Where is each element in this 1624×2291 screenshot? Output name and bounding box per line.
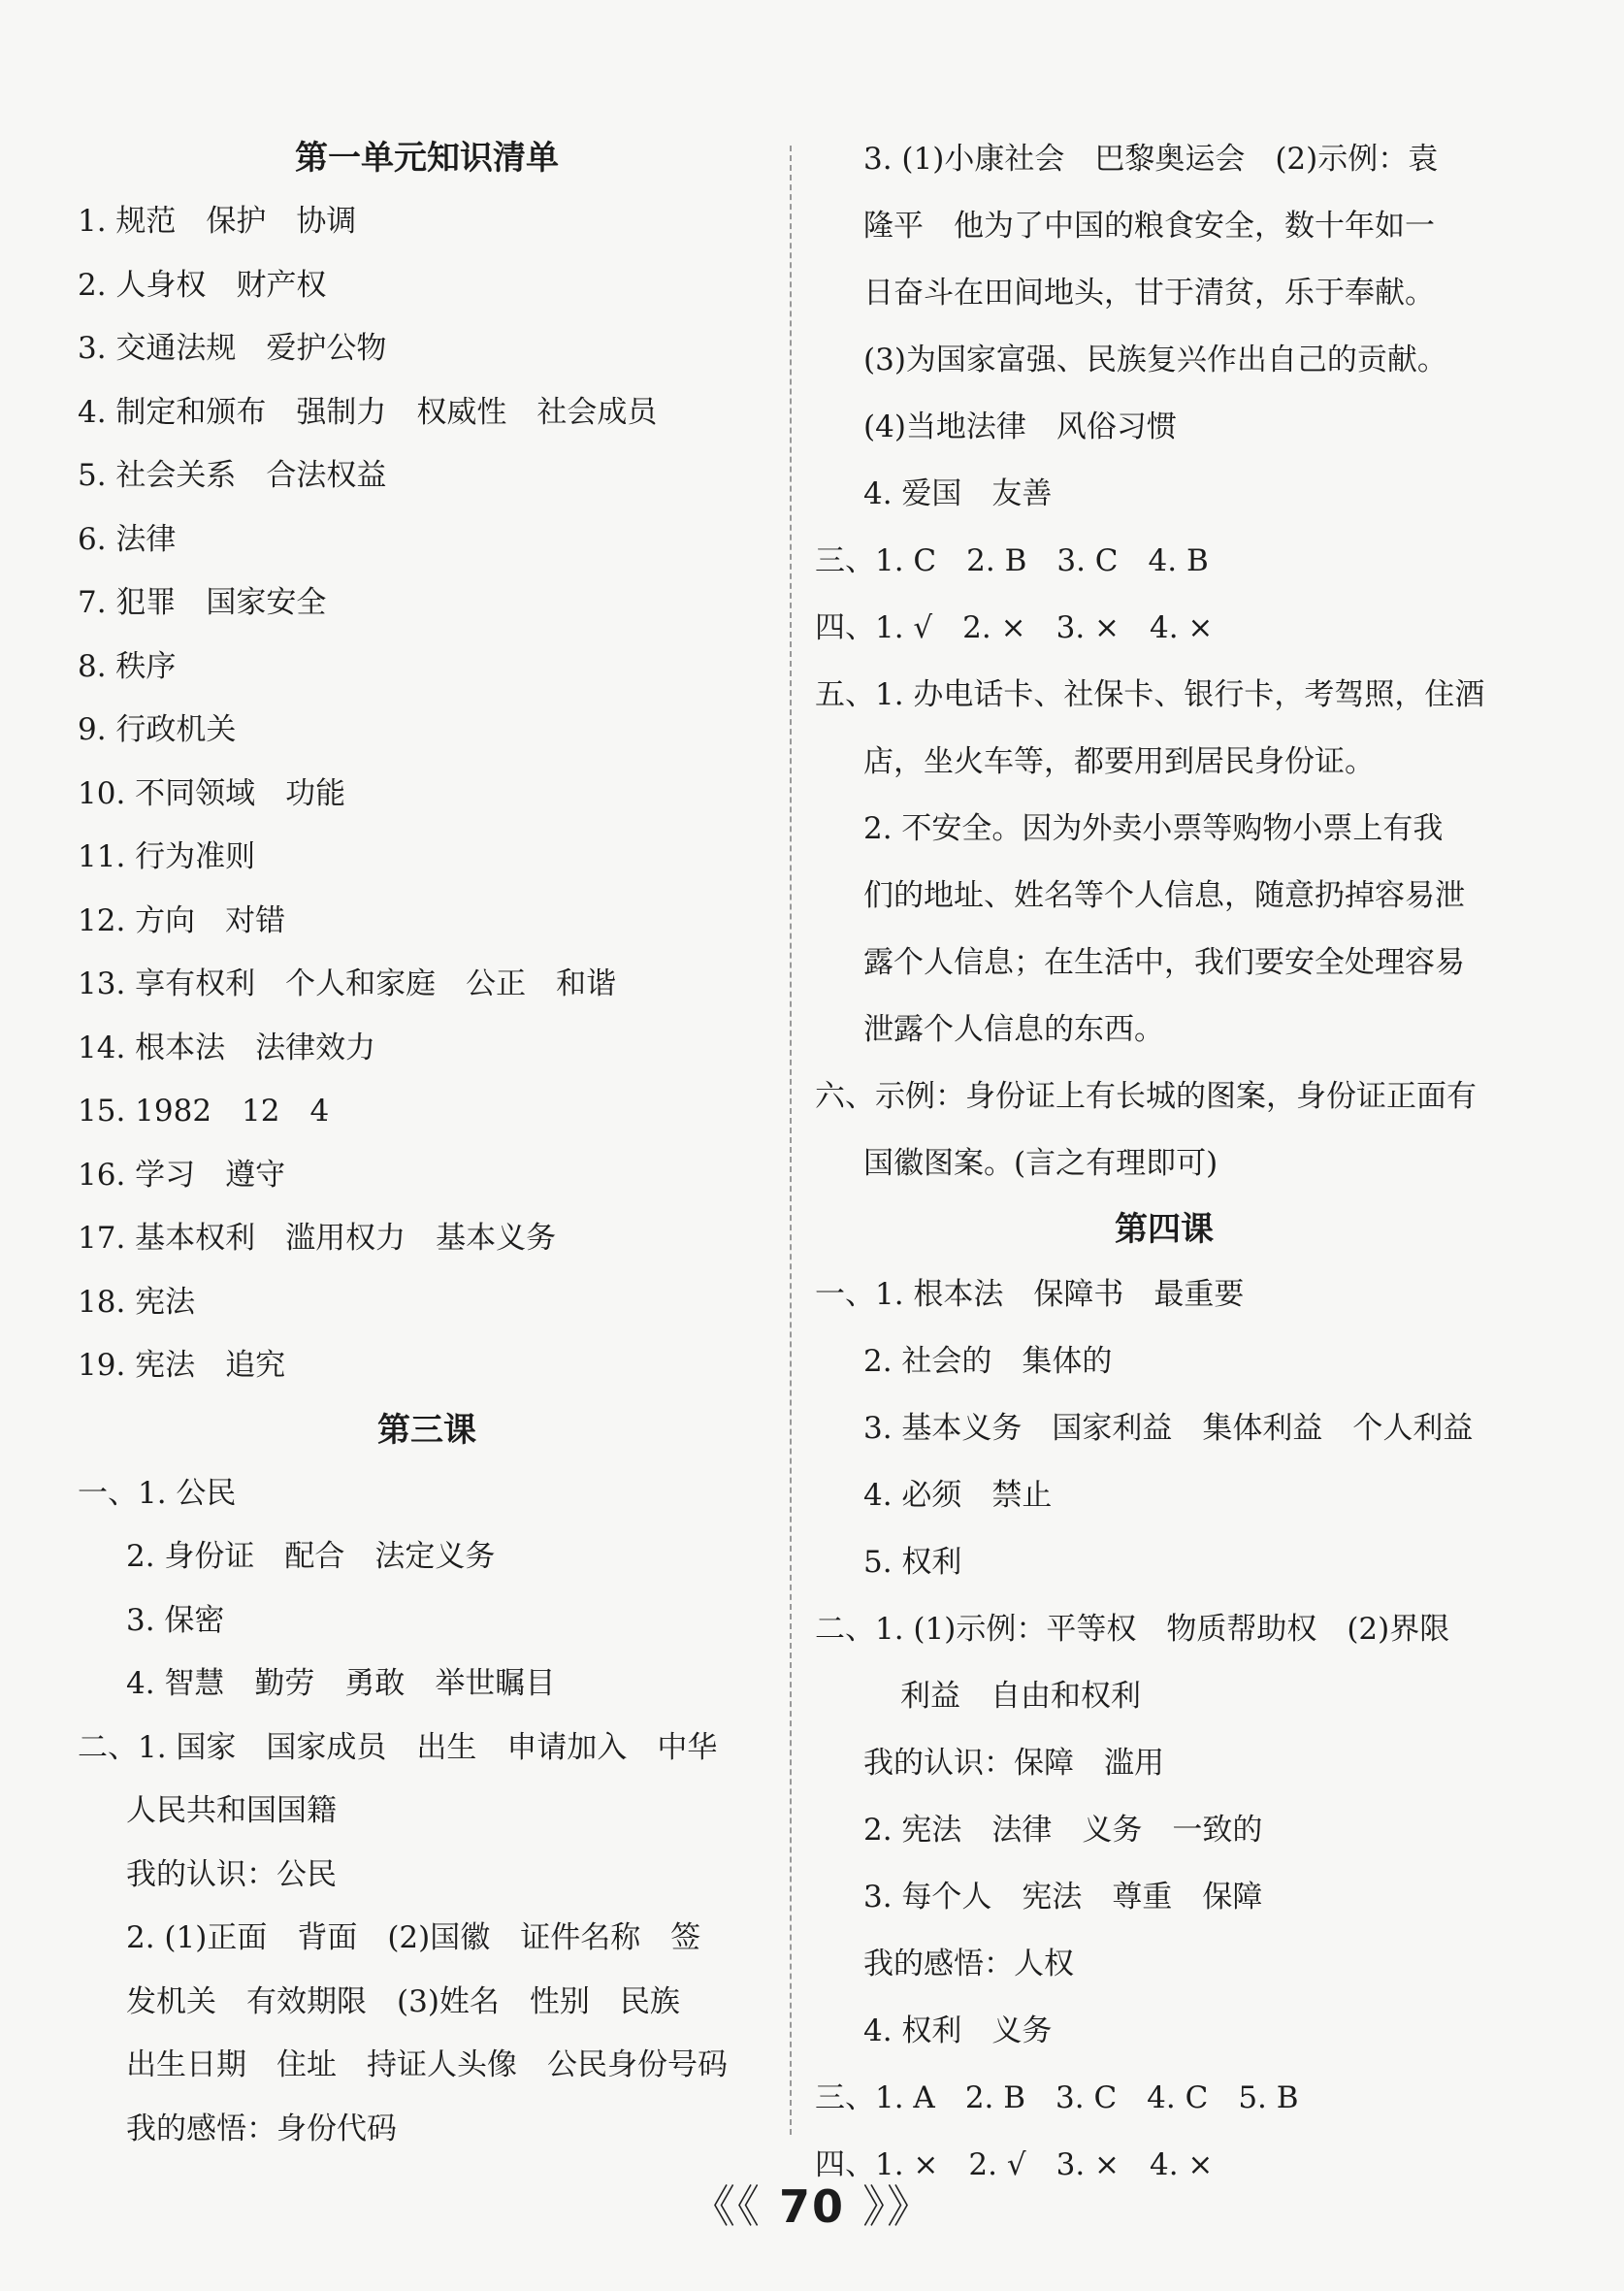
answer-line: 14. 根本法 法律效力 (78, 1030, 376, 1065)
section-heading: 第一单元知识清单 (295, 139, 559, 178)
answer-line: 18. 宪法 (78, 1284, 196, 1320)
answer-line: 2. (1)正面 背面 (2)国徽 证件名称 签 (126, 1920, 701, 1955)
answer-line: 4. 权利 义务 (863, 2013, 1053, 2048)
answer-line: 6. 法律 (78, 521, 177, 557)
answer-line: 露个人信息；在生活中，我们要安全处理容易 (863, 945, 1465, 980)
answer-line: 们的地址、姓名等个人信息，随意扔掉容易泄 (863, 878, 1465, 913)
answer-line: 发机关 有效期限 (3)姓名 性别 民族 (126, 1983, 680, 2019)
answer-line: 店，坐火车等，都要用到居民身份证。 (863, 744, 1375, 779)
answer-line: 5. 权利 (863, 1545, 962, 1580)
answer-line: 2. 不安全。因为外卖小票等购物小票上有我 (863, 811, 1444, 846)
answer-line: 3. 每个人 宪法 尊重 保障 (863, 1880, 1263, 1915)
answer-line: 5. 社会关系 合法权益 (78, 458, 387, 493)
answer-line: 我的感悟：人权 (863, 1947, 1074, 1981)
answer-line: 16. 学习 遵守 (78, 1157, 286, 1193)
page-footer (0, 2172, 1624, 2236)
answer-line: 1. 规范 保护 协调 (78, 204, 357, 239)
section-heading: 第三课 (377, 1410, 476, 1450)
answer-line: 四、1. √ 2. × 3. × 4. × (815, 610, 1214, 645)
left-column (78, 126, 776, 2161)
answer-line: 3. 交通法规 爱护公物 (78, 331, 387, 366)
answer-line: 13. 享有权利 个人和家庭 公正 和谐 (78, 966, 617, 1001)
answer-line: (4)当地法律 风俗习惯 (863, 409, 1177, 444)
answer-line: 19. 宪法 追究 (78, 1348, 286, 1383)
section-heading: 第四课 (1115, 1210, 1214, 1249)
answer-line: 二、1. (1)示例：平等权 物质帮助权 (2)界限 (815, 1612, 1450, 1647)
answer-line: 三、1. C 2. B 3. C 4. B (815, 543, 1209, 578)
answer-line: 17. 基本权利 滥用权力 基本义务 (78, 1221, 557, 1256)
answer-line: 3. 保密 (126, 1602, 225, 1638)
column-divider (790, 146, 792, 2135)
answer-line: 我的认识：公民 (126, 1856, 337, 1892)
answer-line: 我的感悟：身份代码 (126, 2111, 397, 2146)
answer-line: 国徽图案。(言之有理即可) (863, 1146, 1218, 1181)
answer-line: 2. 宪法 法律 义务 一致的 (863, 1813, 1263, 1848)
right-column (815, 126, 1513, 2199)
answer-line: 4. 智慧 勤劳 勇敢 举世瞩目 (126, 1666, 556, 1701)
answer-line: 2. 人身权 财产权 (78, 267, 327, 303)
footer-right-marks: 》》 (862, 2180, 934, 2233)
answer-line: 8. 秩序 (78, 648, 177, 684)
answer-line: 出生日期 住址 持证人头像 公民身份号码 (126, 2047, 728, 2082)
answer-line: 六、示例：身份证上有长城的图案，身份证正面有 (815, 1079, 1477, 1114)
answer-line: 3. (1)小康社会 巴黎奥运会 (2)示例：袁 (863, 142, 1439, 177)
answer-line: 4. 爱国 友善 (863, 476, 1053, 511)
answer-line: 3. 基本义务 国家利益 集体利益 个人利益 (863, 1411, 1474, 1446)
answer-line: 9. 行政机关 (78, 712, 237, 747)
answer-line: 四、1. × 2. √ 3. × 4. × (815, 2147, 1214, 2182)
answer-line: 11. 行为准则 (78, 839, 256, 874)
answer-line: 泄露个人信息的东西。 (863, 1012, 1164, 1047)
answer-line: 我的认识：保障 滥用 (863, 1746, 1164, 1781)
answer-line: 利益 自由和权利 (900, 1679, 1141, 1714)
answer-line: 一、1. 根本法 保障书 最重要 (815, 1277, 1245, 1312)
answer-line: 日奋斗在田间地头，甘于清贫，乐于奉献。 (863, 276, 1435, 311)
answer-line: (3)为国家富强、民族复兴作出自己的贡献。 (863, 343, 1447, 377)
footer-left-marks: 《《 (690, 2180, 762, 2233)
answer-line: 三、1. A 2. B 3. C 4. C 5. B (815, 2080, 1299, 2115)
answer-line: 五、1. 办电话卡、社保卡、银行卡，考驾照，住酒 (815, 677, 1485, 712)
answer-line: 人民共和国国籍 (126, 1793, 337, 1828)
answer-line: 二、1. 国家 国家成员 出生 申请加入 中华 (78, 1729, 718, 1765)
answer-line: 12. 方向 对错 (78, 902, 286, 938)
answer-line: 10. 不同领域 功能 (78, 775, 346, 811)
answer-line: 4. 制定和颁布 强制力 权威性 社会成员 (78, 394, 658, 430)
answer-line: 隆平 他为了中国的粮食安全，数十年如一 (863, 209, 1435, 244)
answer-line: 一、1. 公民 (78, 1475, 237, 1511)
answer-line: 2. 社会的 集体的 (863, 1344, 1113, 1379)
answer-line: 15. 1982 12 4 (78, 1094, 330, 1129)
answer-line: 4. 必须 禁止 (863, 1478, 1053, 1513)
answer-line: 7. 犯罪 国家安全 (78, 585, 327, 620)
page-number: 70 (778, 2180, 845, 2233)
answer-line: 2. 身份证 配合 法定义务 (126, 1539, 496, 1574)
